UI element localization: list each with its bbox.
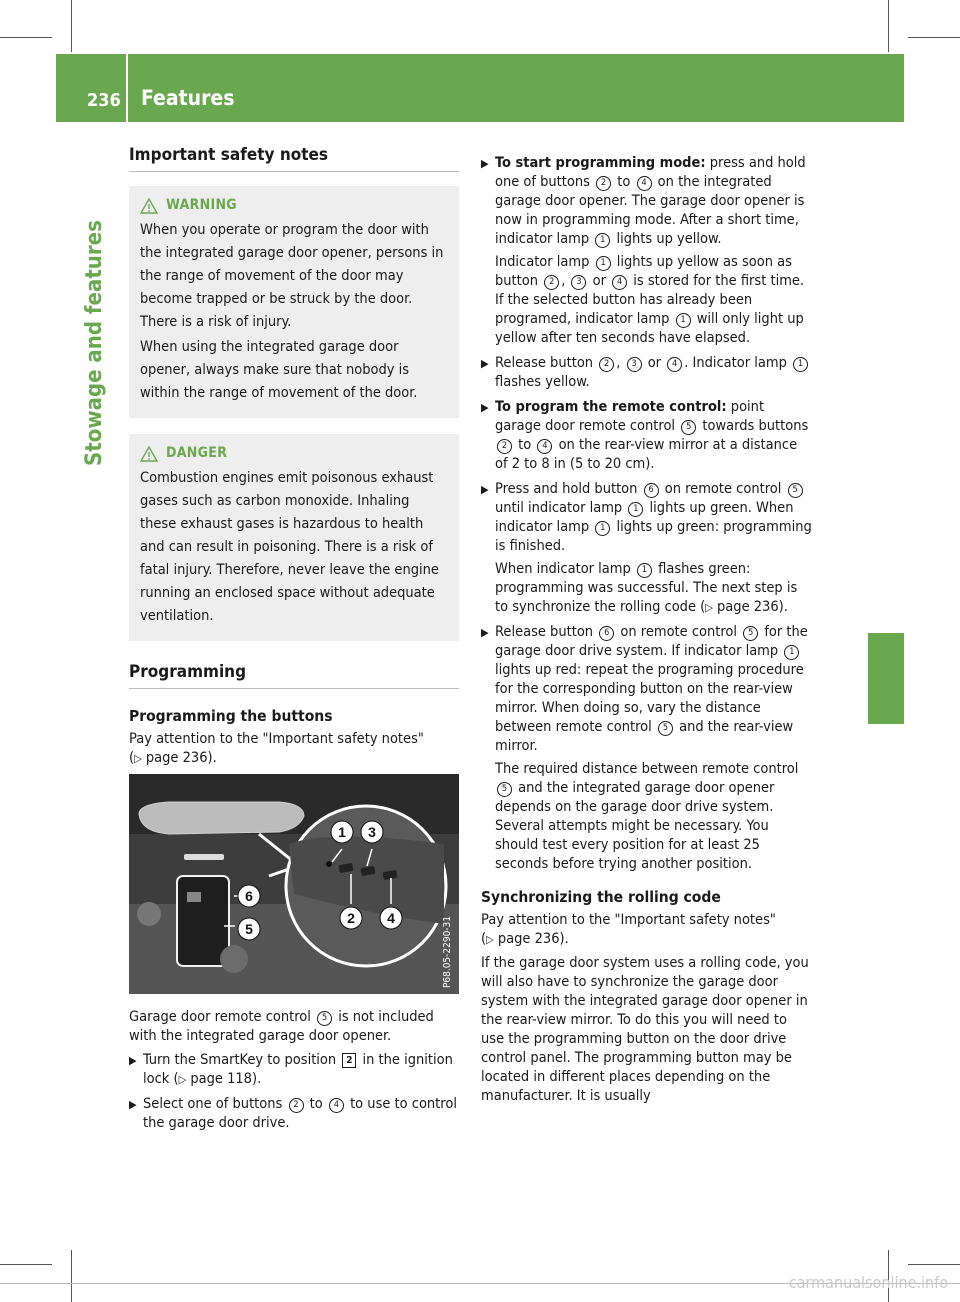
position-2-symbol: 2: [342, 1053, 356, 1068]
page-number: 236: [87, 90, 121, 111]
step-arrow-icon: ▶: [129, 1098, 137, 1111]
side-chapter-label: Stowage and features: [82, 220, 107, 466]
danger-box: [129, 434, 459, 641]
warning-triangle-icon: [140, 198, 158, 214]
step-arrow-icon: ▶: [481, 357, 489, 370]
heading-programming: Programming: [129, 663, 459, 689]
crop-mark: [0, 1264, 52, 1265]
garage-door-opener-illustration: [129, 774, 459, 994]
page-ref-arrow-icon: ▷: [486, 933, 494, 946]
svg-text:4: 4: [387, 910, 395, 926]
crop-mark: [71, 1250, 72, 1302]
figure-caption: Garage door remote control 5 is not included with the integrated garage door opener.: [129, 1009, 434, 1044]
step-turn-key: ▶ Turn the SmartKey to position 2 in the ignition lock (▷ page 118).: [129, 1052, 453, 1087]
crop-mark: [888, 0, 889, 52]
crop-mark: [0, 37, 52, 38]
step-arrow-icon: ▶: [481, 626, 489, 639]
section-title: Features: [141, 86, 235, 110]
heading-sync-rolling-code: Synchronizing the rolling code: [481, 888, 721, 906]
danger-title: DANGER: [166, 445, 228, 461]
figure-code: P68.05-2290-31: [442, 915, 453, 988]
page-ref-arrow-icon: ▷: [134, 752, 142, 765]
svg-text:2: 2: [347, 910, 355, 926]
svg-text:6: 6: [245, 888, 253, 904]
crop-mark: [908, 1264, 960, 1265]
header-divider: [126, 54, 128, 122]
crop-mark: [908, 37, 960, 38]
mirror-figure: [129, 774, 459, 994]
danger-text: Combustion engines emit poisonous exhaust gases such as carbon monoxide. Inhaling these exhaust gases is hazardous to health and can result in poisoning. There is a risk of fatal injury. Therefore, never leave the engine running an enclosed space without adequate ventilation.: [140, 470, 439, 624]
step-start-programming: ▶ To start programming mode: press and hold one of buttons 2 to 4 on the integrated garage door opener. The garage door opener is now in programming mode. After a short time, indicator lamp 1 lights up yellow. Indicator lamp 1 lights up yellow as soon as button 2 , 3 or 4 is stored for the first time. If the selected button has already been programed, indicator lamp 1 will only light up yellow after ten seconds have elapsed.: [481, 155, 806, 346]
step-arrow-icon: ▶: [481, 401, 489, 414]
right-column: [481, 154, 812, 1111]
step-arrow-icon: ▶: [481, 483, 489, 496]
warning-title: WARNING: [166, 197, 237, 213]
step-arrow-icon: ▶: [129, 1054, 137, 1067]
step-arrow-icon: ▶: [481, 157, 489, 170]
crop-mark: [71, 0, 72, 52]
heading-safety-notes: Important safety notes: [129, 146, 459, 172]
side-tab-block: [868, 633, 904, 724]
svg-text:5: 5: [245, 921, 253, 937]
heading-programming-buttons: Programming the buttons: [129, 707, 333, 725]
step-release-remote: ▶ Release button 6 on remote control 5 for the garage door drive system. If indicator lamp 1 lights up red: repeat the programing procedure for the corresponding button on the rear-view mirror. When doing so, vary the distance between remote control 5 and the rear-view mirror. The required distance between remote control 5 and the integrated garage door opener depends on the garage door drive system. Several attempts might be necessary. You should test every position for at least 25 seconds before trying another position.: [481, 624, 808, 872]
step-select-button: ▶ Select one of buttons 2 to 4 to use to control the garage door drive.: [129, 1096, 457, 1131]
sync-reference: Pay attention to the "Important safety notes" (▷ page 236).: [481, 912, 776, 947]
step-release-button: ▶ Release button 2 , 3 or 4 . Indicator lamp 1 flashes yellow.: [481, 354, 812, 392]
svg-text:1: 1: [338, 824, 346, 840]
danger-triangle-icon: [140, 446, 158, 462]
symbol-5: 5: [317, 1011, 332, 1026]
step-press-hold: ▶ Press and hold button 6 on remote control 5 until indicator lamp 1 lights up green. When indicator lamp 1 lights up green: programming is finished. When indicator lamp 1 flashes green: programming was successful. The next step is to synchronize the rolling code (▷ page 236).: [481, 481, 812, 615]
watermark: carmanualsonline.info: [788, 1273, 948, 1292]
sync-text: If the garage door system uses a rolling code, you will also have to synchronize the garage door system with the integrated garage door opener in the rear-view mirror. To do this you will need to use the programming button on the door drive control panel. The programming button may be located in different places depending on the manufacturer. It is usually: [481, 955, 809, 1104]
safety-reference: Pay attention to the "Important safety notes" (▷ page 236).: [129, 731, 424, 766]
warning-text-1: When you operate or program the door with the integrated garage door opener, persons in the range of movement of the door may become trapped or be struck by the door. There is a risk of injury.: [140, 222, 444, 330]
svg-text:3: 3: [368, 824, 376, 840]
step-program-remote: ▶ To program the remote control: point garage door remote control 5 towards buttons 2 to 4 on the rear-view mirror at a distance of 2 to 8 in (5 to 20 cm).: [481, 399, 809, 472]
left-column: [129, 146, 459, 1139]
warning-text-2: When using the integrated garage door opener, always make sure that nobody is within the range of movement of the door.: [140, 339, 418, 401]
page-ref-arrow-icon: ▷: [705, 601, 713, 614]
page-ref-arrow-icon: ▷: [178, 1073, 187, 1086]
warning-box: [129, 186, 459, 418]
page-header: [56, 54, 904, 122]
